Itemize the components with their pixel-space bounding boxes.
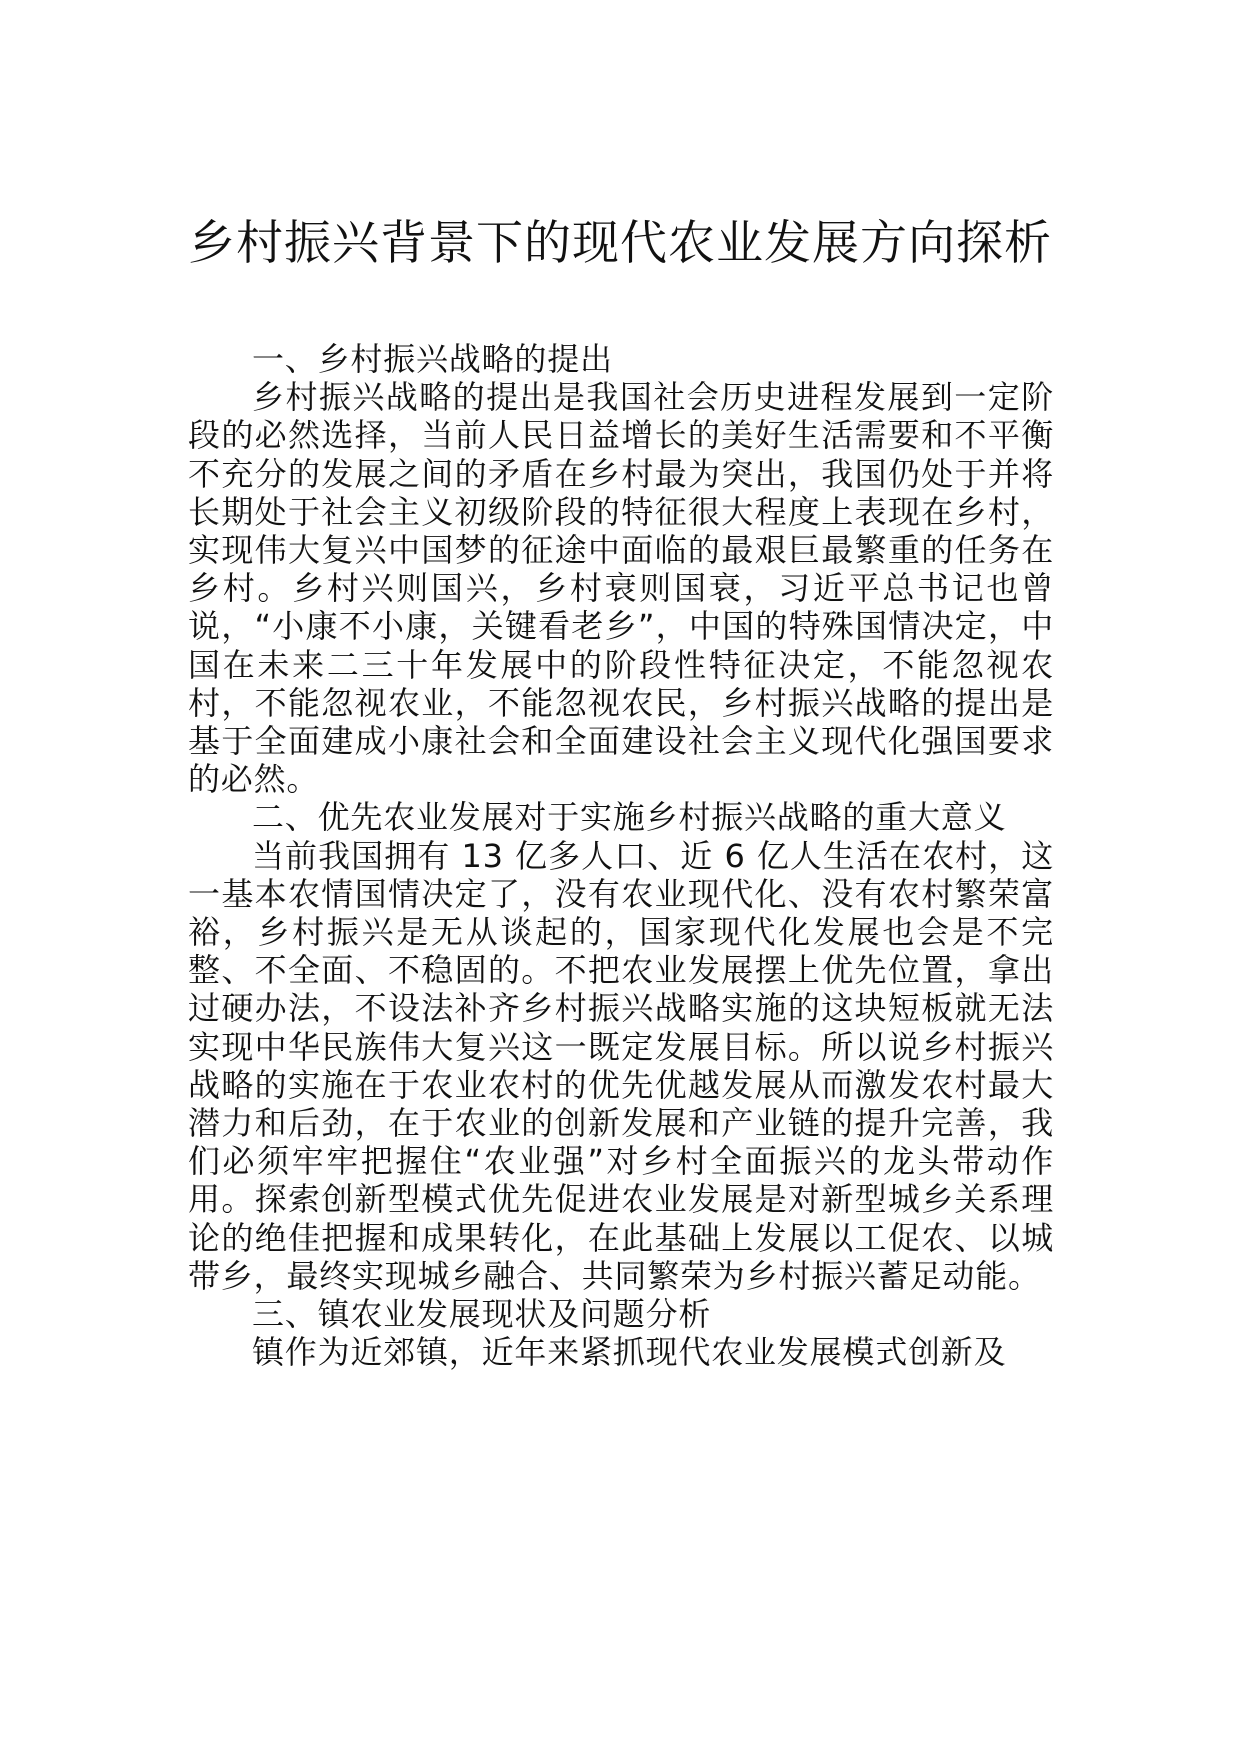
- document-title: 乡村振兴背景下的现代农业发展方向探析: [188, 216, 1052, 271]
- paragraph-3: 镇作为近郊镇，近年来紧抓现代农业发展模式创新及: [252, 1333, 1007, 1372]
- section-heading-3: 三、镇农业发展现状及问题分析: [252, 1295, 712, 1334]
- paragraph-2: 当前我国拥有 13 亿多人口、近 6 亿人生活在农村，这一基本农情国情决定了，没有农业现代化、没有农村繁荣富裕，乡村振兴是无从谈起的，国家现代化发展也会是不完整、不全面、不稳固的。不把农业发展摆上优先位置，拿出过硬办法，不设法补齐乡村振兴战略实施的这块短板就无法实现中华民族伟大复兴这一既定发展目标。所以说乡村振兴战略的实施在于农业农村的优先优越发展从而激发农村最大潜力和后劲，在于农业的创新发展和产业链的提升完善，我们必须牢牢把握住“农业强”对乡村全面振兴的龙头带动作用。探索创新型模式优先促进农业发展是对新型城乡关系理论的绝佳把握和成果转化，在此基础上发展以工促农、以城带乡，最终实现城乡融合、共同繁荣为乡村振兴蓄足动能。: [188, 836, 1054, 1295]
- document-body: [188, 340, 1054, 1371]
- section-heading-1: 一、乡村振兴战略的提出: [252, 340, 613, 378]
- section-heading-2: 二、优先农业发展对于实施乡村振兴战略的重大意义: [252, 798, 1007, 837]
- paragraph-1: 乡村振兴战略的提出是我国社会历史进程发展到一定阶段的必然选择，当前人民日益增长的美好生活需要和不平衡不充分的发展之间的矛盾在乡村最为突出，我国仍处于并将长期处于社会主义初级阶段的特征很大程度上表现在乡村，实现伟大复兴中国梦的征途中面临的最艰巨最繁重的任务在乡村。乡村兴则国兴，乡村衰则国衰，习近平总书记也曾说，“小康不小康，关键看老乡”，中国的特殊国情决定，中国在未来二三十年发展中的阶段性特征决定，不能忽视农村，不能忽视农业，不能忽视农民，乡村振兴战略的提出是基于全面建成小康社会和全面建设社会主义现代化强国要求的必然。: [188, 378, 1054, 799]
